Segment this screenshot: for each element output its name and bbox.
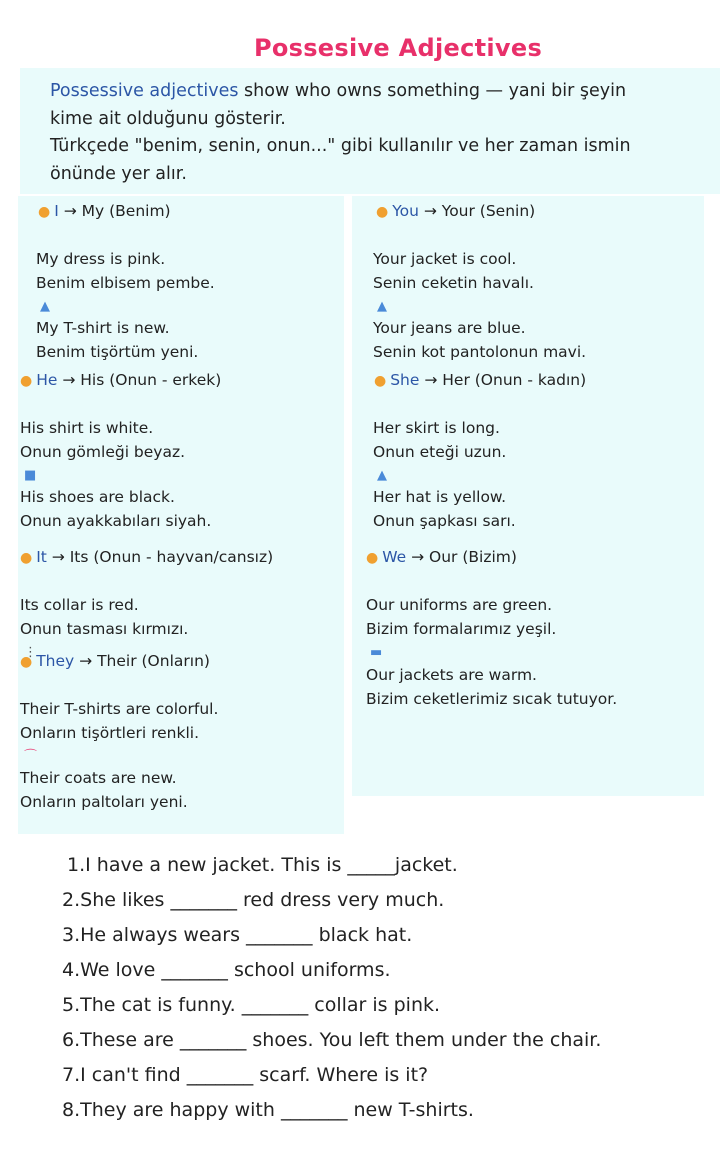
- coat-icon: ▲: [377, 299, 387, 314]
- section-it-heading: ● It → Its (Onun - hayvan/cansız): [20, 548, 274, 566]
- section-she-example-2: Her hat is yellow. Onun şapkası sarı.: [373, 488, 516, 530]
- exercise-7: 7.I can't find _______ scarf. Where is it?: [62, 1064, 429, 1086]
- section-we-example-2: Our jackets are warm. Bizim ceketlerimiz sıcak tutuyor.: [366, 666, 618, 708]
- section-he-heading: ● He → His (Onun - erkek): [20, 371, 222, 389]
- section-i-heading: ● I → My (Benim): [38, 202, 171, 220]
- exercise-4: 4.We love _______ school uniforms.: [62, 959, 391, 981]
- section-i-example-2: My T-shirt is new. Benim tişörtüm yeni.: [36, 319, 199, 361]
- sash-icon: ▬: [370, 645, 383, 660]
- section-you-heading: ● You → Your (Senin): [376, 202, 536, 220]
- dress-icon: ▲: [40, 299, 50, 314]
- section-they-example-2: Their coats are new. Onların paltoları yeni.: [20, 769, 188, 811]
- section-he-example-1: His shirt is white. Onun gömleği beyaz. ■: [20, 416, 185, 488]
- rainbow-icon: ⌒: [24, 749, 38, 764]
- section-they-heading: ● They → Their (Onların): [20, 652, 210, 670]
- intro-box: [20, 68, 720, 194]
- girl-icon: ●: [374, 373, 387, 389]
- section-she-example-1: Her skirt is long. Onun eteği uzun. ▲: [373, 416, 506, 488]
- intro-highlight: Possessive adjectives: [50, 81, 239, 101]
- exercise-3: 3.He always wears _______ black hat.: [62, 924, 413, 946]
- boy-icon: ●: [20, 373, 33, 389]
- section-we-heading: ● We → Our (Bizim): [366, 548, 517, 566]
- section-they-example-1: Their T-shirts are colorful. Onların tişörtleri renkli. ⌒: [20, 697, 218, 769]
- dress-icon: ▲: [377, 468, 387, 483]
- exercise-list: [62, 848, 712, 1128]
- person-icon: ●: [38, 204, 51, 220]
- intro-line-2: kime ait olduğunu gösterir.: [50, 108, 286, 129]
- person-icon: ●: [376, 204, 389, 220]
- section-it-example-1: Its collar is red. Onun tasması kırmızı. ⋮: [20, 593, 188, 665]
- section-you-example-1: Your jacket is cool. Senin ceketin havalı. ▲: [373, 247, 534, 319]
- page-title: Possesive Adjectives: [253, 34, 543, 62]
- paw-icon: ⋮: [24, 645, 37, 660]
- section-he-example-2: His shoes are black. Onun ayakkabıları siyah.: [20, 488, 212, 530]
- shirt-icon: ■: [24, 468, 37, 483]
- family-icon: ●: [366, 550, 379, 566]
- intro-line-4: önünde yer alır.: [50, 163, 187, 184]
- section-we-example-1: Our uniforms are green. Bizim formalarımız yeşil. ▬: [366, 593, 556, 665]
- exercise-5: 5.The cat is funny. _______ collar is pink.: [62, 994, 441, 1016]
- exercise-8: 8.They are happy with _______ new T-shirts.: [62, 1099, 474, 1121]
- exercise-1: 1.I have a new jacket. This is _____jacket.: [67, 854, 458, 876]
- exercise-6: 6.These are _______ shoes. You left them under the chair.: [62, 1029, 602, 1051]
- intro-line-3: Türkçede "benim, senin, onun..." gibi kullanılır ve her zaman ismin: [50, 136, 631, 156]
- section-i-example-1: My dress is pink. Benim elbisem pembe. ▲: [36, 247, 215, 319]
- dog-icon: ●: [20, 550, 33, 566]
- section-she-heading: ● She → Her (Onun - kadın): [374, 371, 587, 389]
- section-you-example-2: Your jeans are blue. Senin kot pantolonun mavi.: [373, 319, 587, 361]
- people-icon: ●: [20, 654, 33, 670]
- intro-line-1: show who owns something — yani bir şeyin: [238, 81, 627, 101]
- intro-text: [50, 78, 710, 188]
- exercise-2: 2.She likes _______ red dress very much.: [62, 889, 445, 911]
